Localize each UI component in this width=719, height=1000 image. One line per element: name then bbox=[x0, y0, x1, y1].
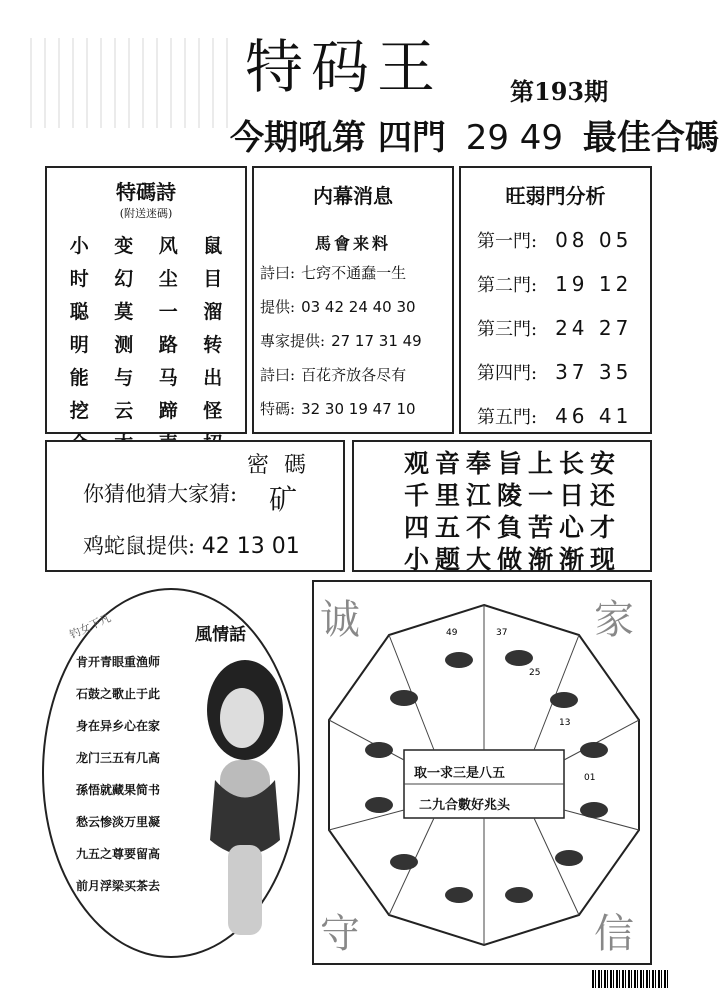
romance-line: 龙门三五有几高 bbox=[76, 751, 161, 765]
issue-number: 第193期 bbox=[510, 77, 609, 106]
verse-line: 四五不負苦心才 bbox=[404, 513, 622, 542]
answer-char: 矿 bbox=[269, 483, 298, 516]
poem-char: 能 bbox=[69, 367, 89, 389]
romance-box bbox=[40, 580, 305, 965]
romance-title: 風情話 bbox=[195, 625, 246, 645]
provider-label: 鸡蛇鼠提供: bbox=[83, 534, 196, 558]
verse-line: 小题大做渐渐现 bbox=[404, 545, 622, 574]
gate-label: 第五門: bbox=[477, 407, 538, 428]
verse-line: 观音奉旨上长安 bbox=[404, 449, 622, 478]
poem-char: 与 bbox=[114, 367, 134, 389]
poem-char: 溜 bbox=[203, 301, 223, 323]
poem-char: 时 bbox=[69, 268, 89, 290]
poem-char: 测 bbox=[114, 334, 134, 356]
corner-char-top-right: 家 bbox=[594, 597, 634, 643]
poem-char: 转 bbox=[203, 334, 223, 356]
poem-char: 聪 bbox=[69, 301, 89, 323]
guess-provider bbox=[83, 530, 300, 560]
dial-number-3: 25 bbox=[529, 668, 541, 678]
corner-char-bottom-right: 信 bbox=[594, 911, 634, 957]
poem-char: 莫 bbox=[114, 301, 134, 323]
gate-row bbox=[477, 403, 650, 429]
poem-box bbox=[45, 166, 247, 434]
gate-label: 第四門: bbox=[477, 363, 538, 384]
inside-line bbox=[260, 398, 452, 419]
poem-char: 明 bbox=[69, 334, 89, 356]
poem-char: 目 bbox=[203, 268, 223, 290]
poem-char: 出 bbox=[203, 367, 223, 389]
inside-line-label: 提供: bbox=[260, 298, 296, 316]
headline-numbers: 29 49 bbox=[465, 118, 564, 158]
poem-char: 挖 bbox=[69, 400, 89, 422]
gate-numbers: 37 35 bbox=[555, 360, 633, 384]
poem-char: 变 bbox=[114, 235, 134, 257]
romance-line: 石鼓之歌止于此 bbox=[76, 687, 161, 701]
inside-line bbox=[260, 330, 452, 351]
inside-line-value: 03 42 24 40 30 bbox=[301, 298, 416, 316]
dial-number-4: 13 bbox=[559, 718, 571, 728]
poem-char: 幻 bbox=[114, 268, 134, 290]
poem-char: 鼠 bbox=[203, 235, 223, 257]
dial-center-line-1: 取一求三是八五 bbox=[414, 766, 506, 781]
inside-line-label: 詩曰: bbox=[260, 366, 296, 384]
inside-info-box bbox=[252, 166, 454, 434]
romance-caption: 钓女下凡 bbox=[67, 611, 113, 642]
gate-analysis-box bbox=[459, 166, 652, 434]
gate-row bbox=[477, 315, 650, 341]
inside-source: 馬會来料 bbox=[314, 234, 391, 253]
inside-line-label: 特碼: bbox=[260, 400, 296, 418]
gate-rows bbox=[477, 227, 650, 429]
romance-line: 孫悟就藏果简书 bbox=[76, 783, 161, 797]
inside-line bbox=[260, 364, 452, 385]
corner-char-top-left: 诚 bbox=[320, 597, 360, 643]
headline-gate: 四門 bbox=[377, 118, 446, 158]
poem-title: 特碼詩 bbox=[116, 180, 176, 204]
poem-grid bbox=[57, 231, 235, 456]
poem-char: 路 bbox=[158, 334, 178, 356]
inside-line-label: 詩曰: bbox=[260, 264, 296, 282]
gate-title: 旺弱門分析 bbox=[505, 184, 606, 208]
guess-box bbox=[45, 440, 345, 572]
inside-line-label: 專家提供: bbox=[260, 332, 326, 350]
guess-text: 你猜他猜大家猜: bbox=[83, 482, 238, 506]
headline bbox=[230, 110, 719, 159]
gate-label: 第三門: bbox=[477, 319, 538, 340]
poem-char: 云 bbox=[114, 400, 134, 422]
poem-char: 小 bbox=[69, 235, 89, 257]
romance-line: 肯开青眼重渔师 bbox=[76, 655, 161, 669]
gate-row bbox=[477, 271, 650, 297]
romance-lines bbox=[76, 646, 160, 902]
corner-char-bottom-left: 守 bbox=[320, 911, 360, 957]
gate-numbers: 19 12 bbox=[555, 272, 633, 296]
poem-subtitle: (附送迷碼) bbox=[119, 207, 173, 220]
dial-number-2: 37 bbox=[496, 628, 508, 638]
romance-line: 身在异乡心在家 bbox=[76, 719, 161, 733]
dial-number-5: 01 bbox=[584, 773, 596, 783]
inside-line bbox=[260, 296, 452, 317]
zodiac-box bbox=[312, 580, 652, 965]
poem-char: 蹄 bbox=[158, 400, 178, 422]
inside-title: 内幕消息 bbox=[313, 184, 393, 208]
poem-char: 怪 bbox=[203, 400, 223, 422]
poem-char: 尘 bbox=[158, 268, 178, 290]
verse-lines bbox=[404, 448, 650, 576]
gate-numbers: 24 27 bbox=[555, 316, 633, 340]
dial-center-line-2: 二九合數好兆头 bbox=[419, 798, 511, 813]
gate-label: 第二門: bbox=[477, 275, 538, 296]
code-label: 密 碼 bbox=[247, 453, 310, 478]
inside-line-value: 百花齐放各尽有 bbox=[301, 366, 407, 384]
romance-line: 愁云惨淡万里凝 bbox=[76, 815, 161, 829]
dial-number-1: 49 bbox=[446, 628, 458, 638]
headline-suffix: 最佳合碼 bbox=[582, 118, 719, 158]
provider-numbers: 42 13 01 bbox=[201, 534, 300, 559]
poem-char: 马 bbox=[158, 367, 178, 389]
portrait-illustration bbox=[190, 640, 300, 940]
gate-numbers: 46 41 bbox=[555, 404, 633, 428]
inside-lines bbox=[260, 262, 452, 419]
gate-row bbox=[477, 359, 650, 385]
barcode bbox=[592, 970, 670, 988]
gate-label: 第一門: bbox=[477, 231, 538, 252]
inside-line-value: 32 30 19 47 10 bbox=[301, 400, 416, 418]
inside-line-value: 七窍不通蠢一生 bbox=[301, 264, 407, 282]
romance-line: 九五之尊要留高 bbox=[76, 847, 161, 861]
page-title: 特码王 bbox=[244, 33, 443, 101]
poem-char: 一 bbox=[158, 301, 178, 323]
inside-line bbox=[260, 262, 452, 283]
romance-line: 前月浮梁买茶去 bbox=[76, 879, 161, 893]
verse-box bbox=[352, 440, 652, 572]
gate-row bbox=[477, 227, 650, 253]
inside-line-value: 27 17 31 49 bbox=[331, 332, 422, 350]
gate-numbers: 08 05 bbox=[555, 228, 633, 252]
headline-prefix: 今期吼第 bbox=[230, 118, 366, 158]
poem-char: 风 bbox=[158, 235, 178, 257]
verse-line: 千里江陵一日还 bbox=[404, 481, 622, 510]
